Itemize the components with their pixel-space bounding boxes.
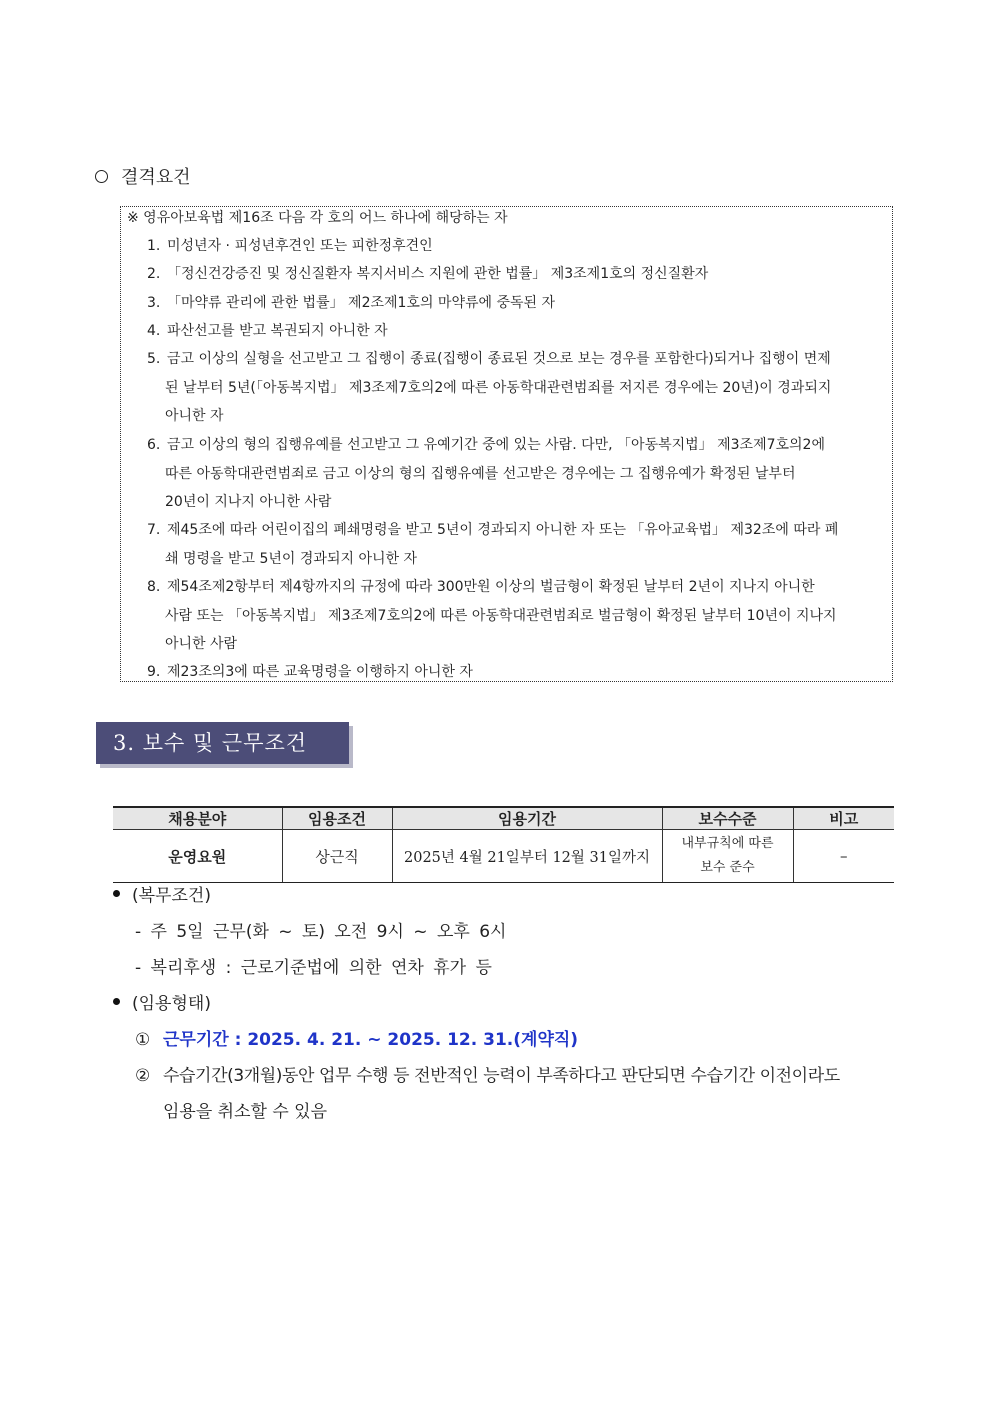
header-field: 채용분야 [113, 807, 282, 830]
disqualification-heading-text: 결격요건 [121, 167, 191, 188]
table-header-row [113, 807, 894, 830]
list-item: 8. 제54조제2항부터 제4항까지의 규정에 따라 300만원 이상의 벌금형이 확정된 날부터 2년이 지나지 아니한 사람 또는 「아동복지법」 제3조제7호의2에 따른 아동학대관련범죄로 벌금형이 확정된 날부터 10년이 지나지 아니한 사람 [147, 579, 837, 652]
employment-type-item-2: ② 수습기간(3개월)동안 업무 수행 등 전반적인 능력이 부족하다고 판단되면 수습기간 이전이라도 [135, 1066, 840, 1086]
list-item: 4. 파산선고를 받고 복권되지 아니한 자 [147, 323, 388, 339]
list-item: 9. 제23조의3에 따른 교육명령을 이행하지 아니한 자 [147, 664, 473, 680]
header-condition: 임용조건 [282, 807, 392, 830]
employment-type-label: (임용형태) [113, 989, 211, 1014]
cell-pay: 내부규칙에 따른 보수 준수 [662, 830, 793, 883]
list-item: 7. 제45조에 따라 어린이집의 폐쇄명령을 받고 5년이 경과되지 아니한 자 또는 「유아교육법」 제32조에 따라 폐 쇄 명령을 받고 5년이 경과되지 아니한 자 [147, 522, 839, 567]
header-pay: 보수수준 [662, 807, 793, 830]
employment-type-item-2-cont: 임용을 취소할 수 있음 [163, 1102, 328, 1122]
cell-remark: – [793, 830, 894, 883]
disqualification-note: ※ 영유아보육법 제16조 다음 각 호의 어느 하나에 해당하는 자 [127, 210, 508, 226]
bullet-icon [113, 890, 120, 897]
employment-terms-table [113, 806, 894, 883]
work-condition-item: - 주 5일 근무(화 ~ 토) 오전 9시 ~ 오후 6시 [135, 922, 507, 942]
table-row [113, 830, 894, 883]
cell-condition: 상근직 [282, 830, 392, 883]
bullet-icon [113, 998, 120, 1005]
list-item: 1. 미성년자 · 피성년후견인 또는 피한정후견인 [147, 238, 433, 254]
work-condition-item: - 복리후생 : 근로기준법에 의한 연차 휴가 등 [135, 958, 492, 978]
cell-period: 2025년 4월 21일부터 12월 31일까지 [392, 830, 662, 883]
list-item: 5. 금고 이상의 실형을 선고받고 그 집행이 종료(집행이 종료된 것으로 보는 경우를 포함한다)되거나 집행이 면제 된 날부터 5년(「아동복지법」 제3조제7호의2에 따른 아동학대관련범죄를 저지른 경우에는 20년)이 경과되지 아니한 자 [147, 351, 832, 424]
header-period: 임용기간 [392, 807, 662, 830]
disqualification-heading [95, 163, 191, 189]
disqualification-box [120, 206, 893, 682]
circle-bullet-icon [95, 170, 108, 183]
work-conditions-label: (복무조건) [113, 881, 211, 906]
employment-type-item-1: ① 근무기간 : 2025. 4. 21. ~ 2025. 12. 31.(계약직) [135, 1030, 579, 1050]
section-3-title: 3. 보수 및 근무조건 [96, 722, 349, 764]
list-item: 6. 금고 이상의 형의 집행유예를 선고받고 그 유예기간 중에 있는 사람. 다만, 「아동복지법」 제3조제7호의2에 따른 아동학대관련범죄로 금고 이상의 형의 집행유예를 선고받은 경우에는 그 집행유예가 확정된 날부터 20년이 지나지 아니한 사람 [147, 437, 825, 510]
cell-field: 운영요원 [113, 830, 282, 883]
list-item: 3. 「마약류 관리에 관한 법률」 제2조제1호의 마약류에 중독된 자 [147, 295, 556, 311]
header-remark: 비고 [793, 807, 894, 830]
list-item: 2. 「정신건강증진 및 정신질환자 복지서비스 지원에 관한 법률」 제3조제1호의 정신질환자 [147, 266, 709, 282]
